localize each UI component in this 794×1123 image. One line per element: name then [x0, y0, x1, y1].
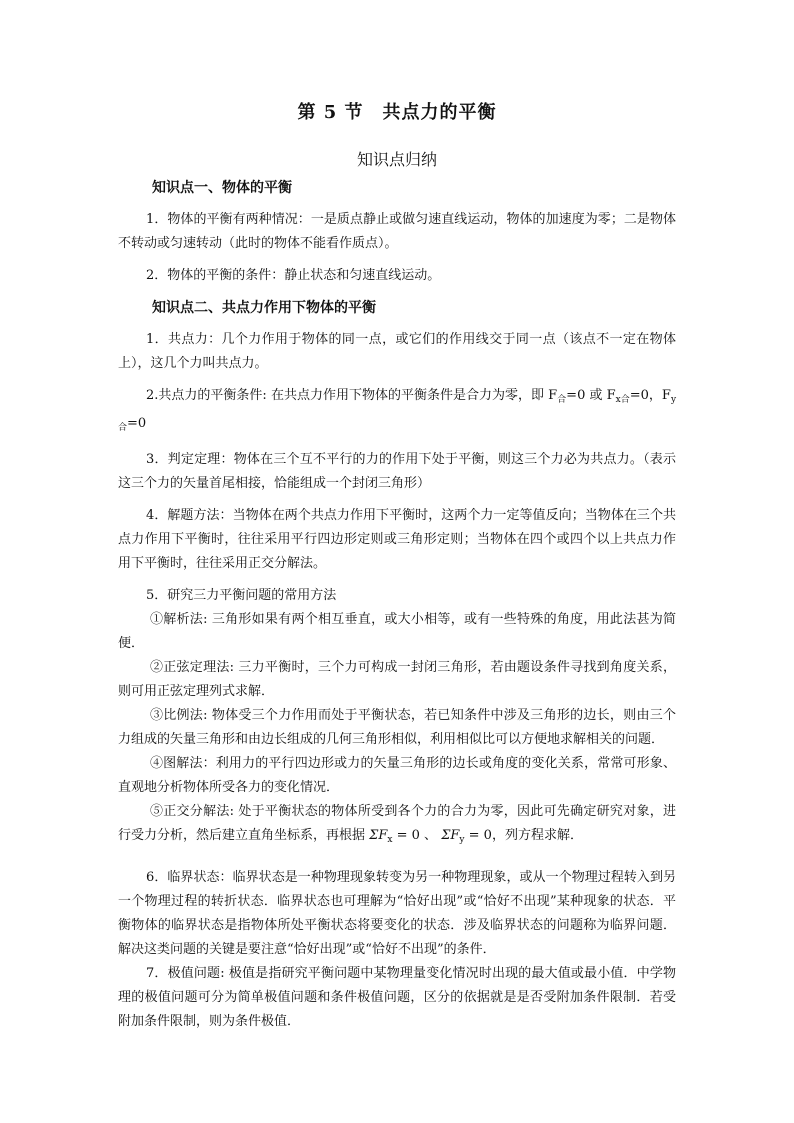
section-heading-1: 知识点一、物体的平衡	[152, 180, 292, 196]
equation-sum-fy: ΣF	[441, 828, 460, 843]
paragraph-1-2: 2．物体的平衡的条件：静止状态和匀速直线运动。	[146, 268, 441, 283]
paragraph-2-2	[118, 384, 676, 440]
subscript-x-he: x合	[615, 395, 630, 405]
orthogonal-text: ⑤正交分解法: 处于平衡状态的物体所受到各个力的合力为零，因此可先确定研究对象，进行受力分析，然后建立直角坐标系，再根据	[118, 804, 676, 843]
equation-separator: 、	[424, 828, 438, 843]
page-title: 第 5 节 共点力的平衡	[297, 102, 497, 123]
method-proportion: ③比例法: 物体受三个力作用而处于平衡状态，若已知条件中涉及三角形的边长，则由三个力组成的矢量三角形和由边长组成的几何三角形相似，利用相似比可以方便地求解相关的问题．	[118, 708, 676, 747]
equation-rhs-2: = 0	[468, 828, 492, 843]
document-body	[118, 176, 676, 1034]
page-subtitle: 知识点归纳	[356, 150, 437, 169]
method-orthogonal	[118, 800, 676, 852]
paragraph-2-7: 7．极值问题: 极值是指研究平衡问题中某物理量变化情况时出现的最大值或最小值．中学物理的极值问题可分为简单极值问题和条件极值问题，区分的依据就是是否受附加条件限制．若受附加条件限制，则为条件极值．	[118, 966, 676, 1029]
equilibrium-condition-text-2: =0 或 F	[566, 388, 616, 403]
paragraph-2-3: 3．判定定理：物体在三个互不平行的力的作用下处于平衡，则这三个力必为共点力。（表示这三个力的矢量首尾相接，恰能组成一个封闭三角形）	[118, 452, 676, 491]
subscript-he: 合	[557, 395, 567, 405]
equilibrium-condition-text-3: =0，F	[629, 388, 671, 403]
equation-sub-x: x	[387, 835, 393, 845]
equation-sum-fx: ΣF	[369, 828, 388, 843]
method-analytic: ①解析法: 三角形如果有两个相互垂直，或大小相等，或有一些特殊的角度，用此法甚为简便．	[118, 612, 676, 651]
paragraph-1-1: 1．物体的平衡有两种情况：一是质点静止或做匀速直线运动，物体的加速度为零；二是物体不转动或匀速转动（此时的物体不能看作质点）。	[118, 212, 676, 251]
equation-rhs-1: = 0	[396, 828, 420, 843]
paragraph-2-4: 4．解题方法：当物体在两个共点力作用下平衡时，这两个力一定等值反向；当物体在三个共点力作用下平衡时，往往采用平行四边形定则或三角形定则；当物体在四个或四个以上共点力作用下平衡时，往往采用正交分解法。	[118, 508, 676, 571]
equilibrium-condition-text: 2.共点力的平衡条件: 在共点力作用下物体的平衡条件是合力为零，即 F	[146, 388, 558, 403]
paragraph-2-6: 6．临界状态：临界状态是一种物理现象转变为另一种物理现象，或从一个物理过程转入到另一个物理过程的转折状态．临界状态也可理解为“恰好出现”或“恰好不出现”某种现象的状态．平衡物体的临界状态是指物体所处平衡状态将要变化的状态．涉及临界状态的问题称为临界问题．解决这类问题的关键是要注意“恰好出现”或“恰好不出现”的条件．	[118, 870, 676, 957]
method-graphic: ④图解法：利用力的平行四边形或力的矢量三角形的边长或角度的变化关系，常常可形象、直观地分析物体所受各力的变化情况．	[118, 756, 676, 795]
section-heading-2: 知识点二、共点力作用下物体的平衡	[152, 300, 376, 316]
equilibrium-condition-text-4: =0	[127, 416, 147, 431]
equation-sub-y: y	[459, 835, 465, 845]
method-sine-law: ②正弦定理法: 三力平衡时，三个力可构成一封闭三角形，若由题设条件寻找到角度关系，则可用正弦定理列式求解．	[118, 660, 676, 699]
paragraph-2-1: 1．共点力：几个力作用于物体的同一点，或它们的作用线交于同一点（该点不一定在物体上），这几个力叫共点力。	[118, 332, 676, 371]
subscript-y-he: y合	[118, 395, 677, 433]
paragraph-2-5: 5．研究三力平衡问题的常用方法	[146, 588, 337, 603]
orthogonal-text-end: ，列方程求解．	[491, 828, 583, 843]
